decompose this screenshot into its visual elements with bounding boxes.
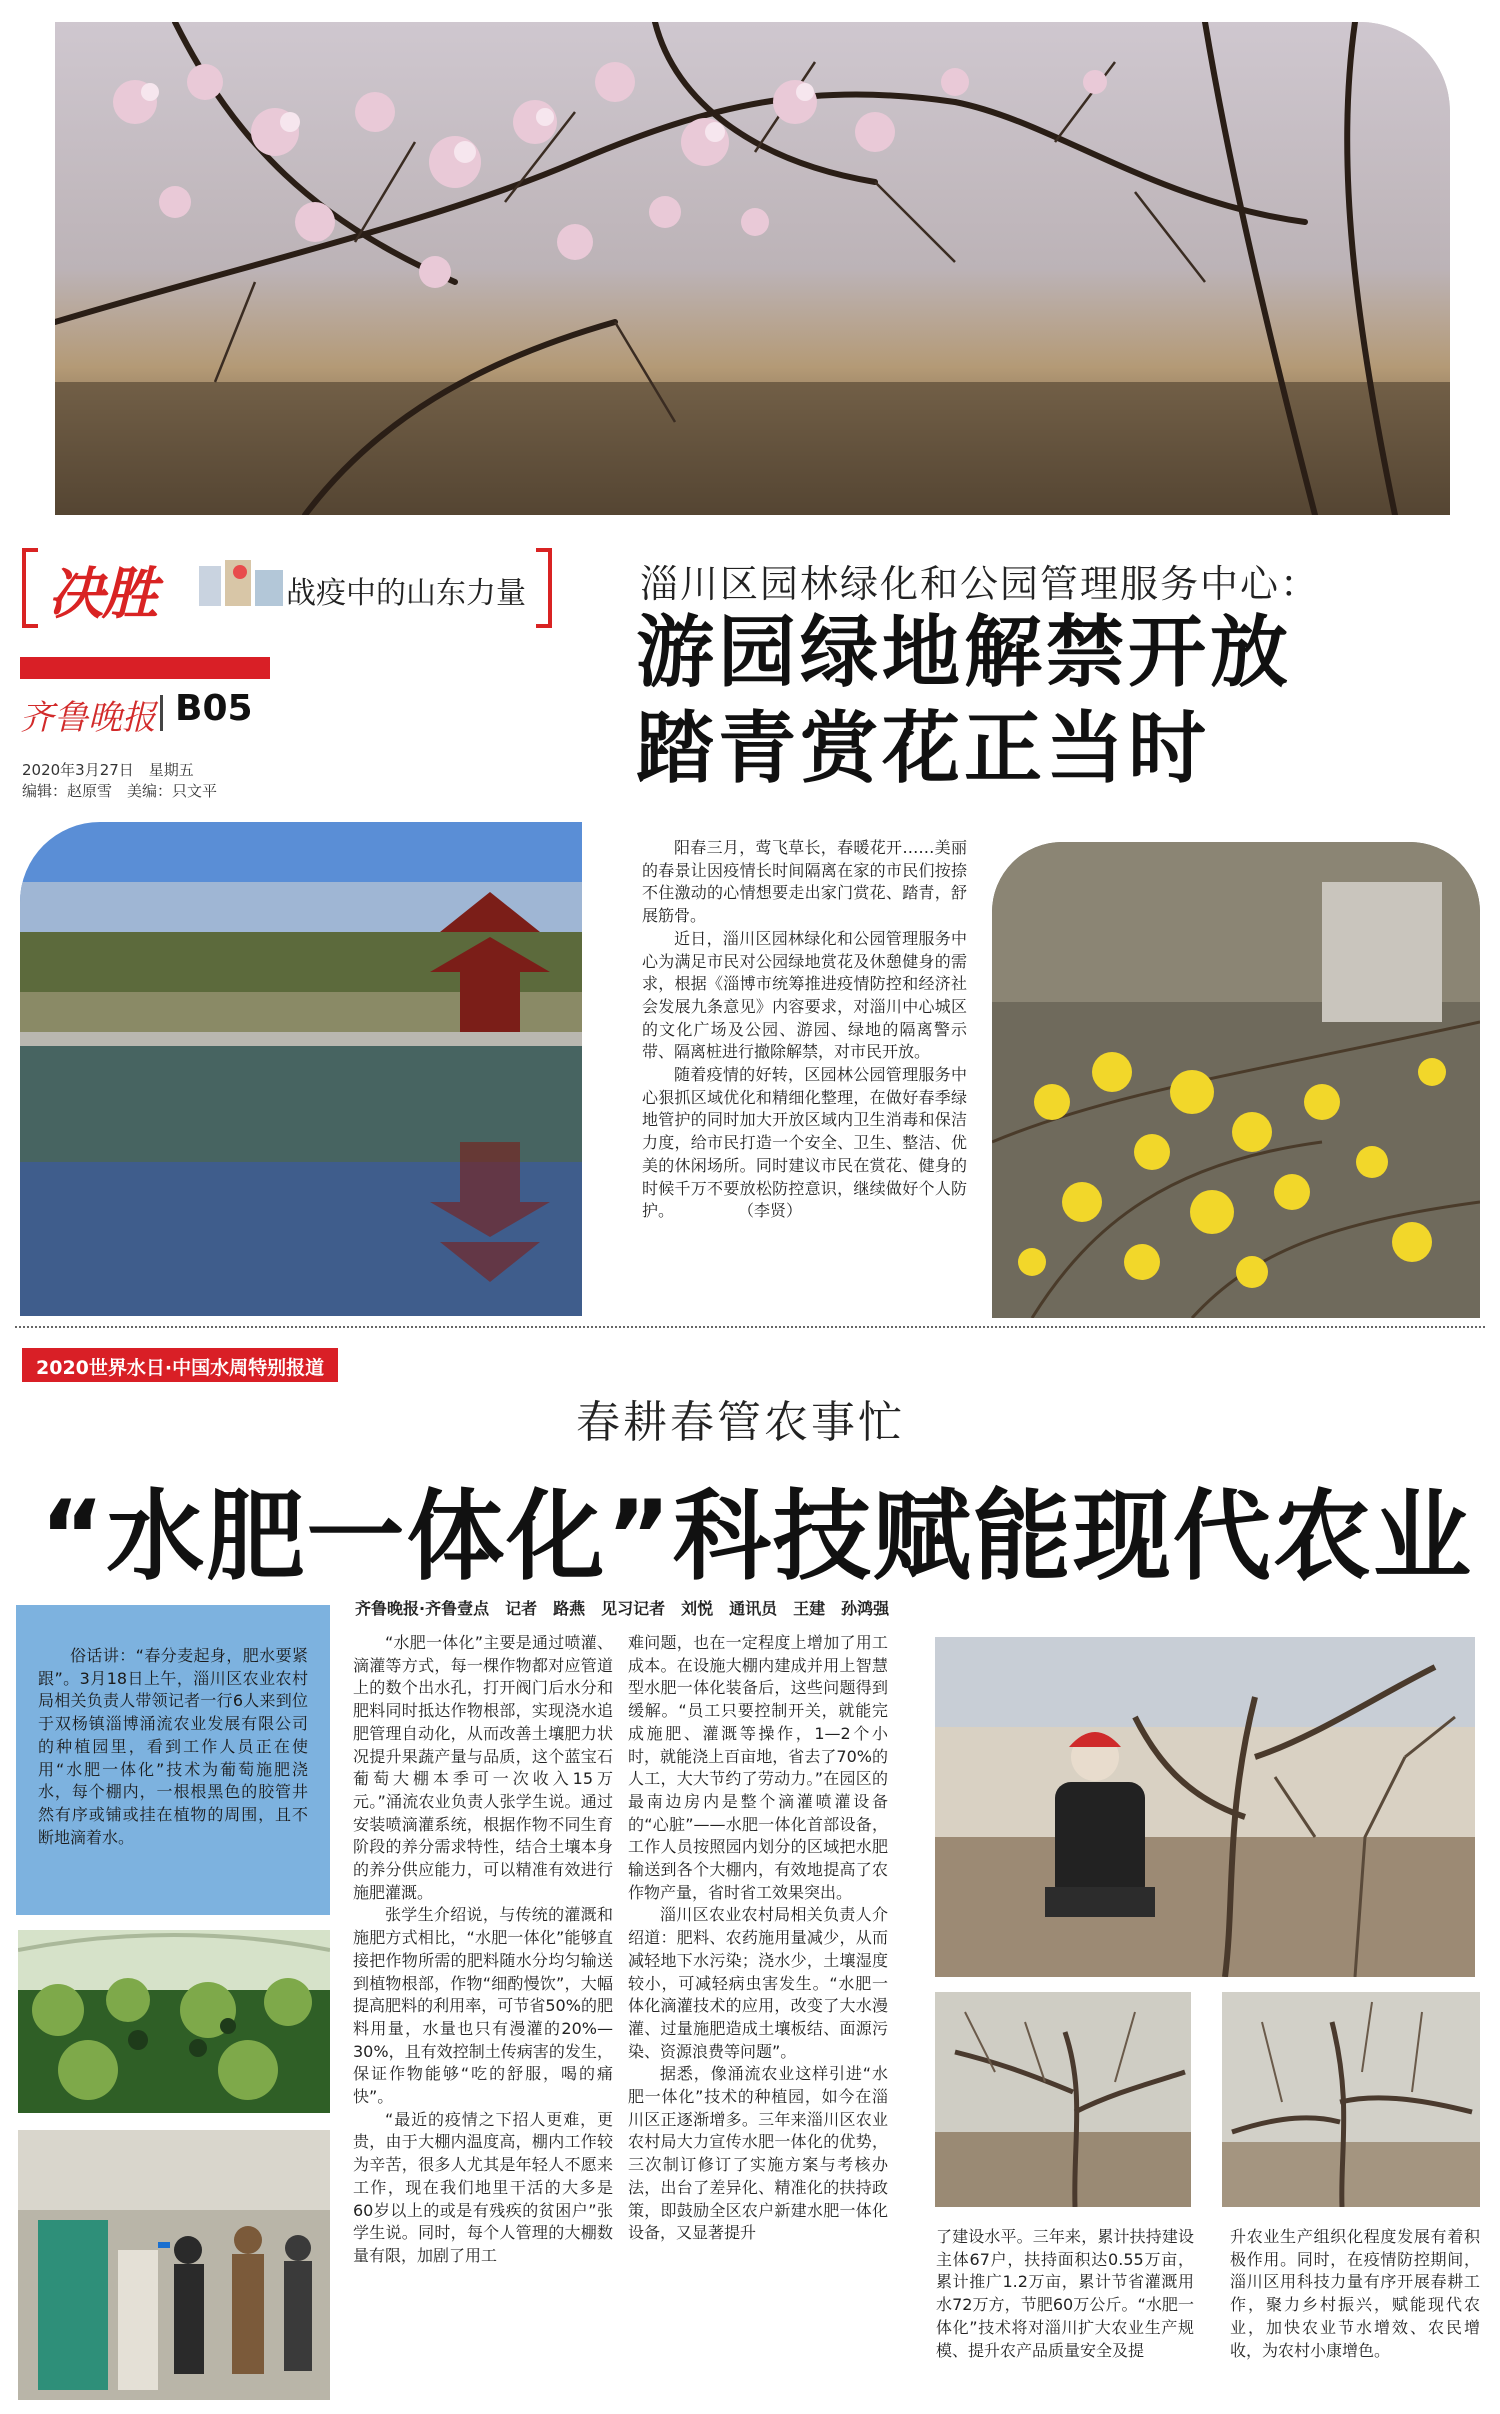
irrigation-station-photo — [18, 2130, 330, 2400]
article2-paragraph: 淄川区农业农村局相关负责人介绍道：肥料、农药施用量减少，从而减轻地下水污染；浇水少，土壤湿度较小，可减轻病虫害发生。“水肥一体化滴灌技术的应用，改变了大水漫灌、过量施肥造成土壤板结、面源污染、资源浪费等问题”。 — [628, 1905, 888, 2061]
orchard-tree-photo — [1222, 1992, 1480, 2207]
kicker-illustration-icon — [197, 556, 287, 616]
article2-deck: 春耕春管农事忙 — [576, 1397, 905, 1448]
masthead-red-bar — [20, 657, 270, 679]
kicker-left-bracket — [22, 548, 38, 628]
article2-column-4 — [936, 2226, 1194, 2362]
article2-column-2 — [353, 1632, 613, 2268]
article2-paragraph: 张学生介绍说，与传统的灌溉和施肥方式相比，“水肥一体化”能够直接把作物所需的肥料随水分均匀输送到植物根部，作物“细酌慢饮”，大幅提高肥料的利用率，可节省50%的肥料用量，水量也只有漫灌的20%—30%，且有效控制土传病害的发生，保证作物能够“吃的舒服，喝的痛快”。 — [353, 1905, 613, 2107]
article1-deck: 淄川区园林绿化和公园管理服务中心： — [640, 562, 1321, 606]
kicker-subtitle: 战疫中的山东力量 — [286, 576, 526, 611]
article2-paragraph: 升农业生产组织化程度发展有着积极作用。同时，在疫情防控期间，淄川区用科技力量有序开展春耕工作，聚力乡村振兴，赋能现代农业，加快农业节水增效、农民增收，为农村小康增色。 — [1230, 2227, 1480, 2360]
article1-headline-line1: 游园绿地解禁开放 — [636, 608, 1293, 698]
article2-paragraph: “最近的疫情之下招人更难，更贵，由于大棚内温度高，棚内工作较为辛苦，很多人尤其是年轻人不愿来工作，现在我们地里干活的大多是60岁以上的或是有残疾的贫困户”张学生说。同时，每个人管理的大棚数量有限，加剧了用工 — [353, 2109, 613, 2265]
pavilion-lake-photo — [20, 822, 582, 1316]
article1-paragraph: 随着疫情的好转，区园林公园管理服务中心狠抓区域优化和精细化整理，在做好春季绿地管护的同时加大开放区域内卫生消毒和保洁力度，给市民打造一个安全、卫生、整洁、优美的休闲场所。同时建议市民在赏花、健身的时候千万不要放松防控意识，继续做好个人防护。 （李贤） — [642, 1065, 967, 1221]
article1-headline — [636, 605, 1292, 797]
article1-headline-line2: 踏青赏花正当时 — [636, 704, 1211, 794]
farmer-photo — [935, 1637, 1475, 1977]
orchard-tree-photo — [935, 1992, 1191, 2207]
article2-intro-box — [16, 1605, 330, 1915]
article2-paragraph: 难问题，也在一定程度上增加了用工成本。在设施大棚内建成并用上智慧型水肥一体化装备后，这些问题得到缓解。“员工只要控制开关，就能完成施肥、灌溉等操作，1—2个小时，就能浇上百亩地，省去了70%的人工，大大节约了劳动力。”在园区的最南边房内是整个滴灌喷灌设备的“心脏”——水肥一体化首部设备，工作人员按照园内划分的区域把水肥输送到各个大棚内，有效地提高了农作物产量，省时省工效果突出。 — [628, 1633, 888, 1902]
kicker-right-bracket — [536, 548, 552, 628]
article2-paragraph: “水肥一体化”主要是通过喷灌、滴灌等方式，每一棵作物都对应管道上的数个出水孔，打开阀门后水分和肥料同时抵达作物根部，实现浇水追肥管理自动化，从而改善土壤肥力状况提升果蔬产量与品质，这个蓝宝石葡萄大棚本季可一次收入15万元。”涌流农业负责人张学生说。通过安装喷滴灌系统，根据作物不同生育阶段的养分需求特性，结合土壤本身的养分供应能力，可以精准有效进行施肥灌溉。 — [353, 1633, 613, 1902]
article2-paragraph: 据悉，像涌流农业这样引进“水肥一体化”技术的种植园，如今在淄川区正逐渐增多。三年来淄川区农业农村局大力宣传水肥一体化的优势，三次制订修订了实施方案与考核办法，出台了差异化、精准化的扶持政策，即鼓励全区农户新建水肥一体化设备，又显著提升 — [628, 2064, 888, 2243]
article1-paragraph: 阳春三月，莺飞草长，春暖花开……美丽的春景让因疫情长时间隔离在家的市民们按捺不住激动的心情想要走出家门赏花、踏青，舒展筋骨。 — [642, 838, 967, 926]
article2-headline: “水肥一体化”科技赋能现代农业 — [40, 1480, 1473, 1594]
kicker-brand: 决胜 — [48, 561, 156, 627]
section-separator — [15, 1326, 1485, 1328]
forsythia-photo — [992, 842, 1480, 1318]
article2-paragraph: 了建设水平。三年来，累计扶持建设主体67户，扶持面积达0.55万亩，累计推广1.2万亩，累计节省灌溉用水72万方，节肥60万公斤。“水肥一体化”技术将对淄川扩大农业生产规模、提升农产品质量安全及提 — [936, 2227, 1194, 2360]
hero-blossom-photo — [55, 22, 1450, 515]
article2-byline: 齐鲁晚报·齐鲁壹点 记者 路燕 见习记者 刘悦 通讯员 王建 孙鸿强 — [355, 1599, 890, 1618]
article1-body — [642, 837, 967, 1223]
article2-column-3 — [628, 1632, 888, 2245]
article2-intro: 俗话讲：“春分麦起身，肥水要紧跟”。3月18日上午，淄川区农业农村局相关负责人带领记者一行6人来到位于双杨镇淄博涌流农业发展有限公司的种植园里，看到工作人员正在使用“水肥一体化”技术为葡萄施肥浇水，每个棚内，一根根黑色的胶管井然有序或铺或挂在植物的周围，且不断地滴着水。 — [38, 1646, 308, 1847]
greenhouse-photo — [18, 1930, 330, 2113]
masthead-divider — [160, 695, 163, 731]
section-kicker — [22, 548, 552, 628]
article1-paragraph: 近日，淄川区园林绿化和公园管理服务中心为满足市民对公园绿地赏花及休憩健身的需求，根据《淄博市统筹推进疫情防控和经济社会发展九条意见》内容要求，对淄川中心城区的文化广场及公园、游园、绿地的隔离警示带、隔离桩进行撤除解禁，对市民开放。 — [642, 928, 967, 1062]
article2-column-5 — [1230, 2226, 1480, 2362]
special-report-tag: 2020世界水日·中国水周特别报道 — [22, 1348, 338, 1382]
issue-date: 2020年3月27日 星期五 — [22, 761, 194, 779]
page-number: B05 — [175, 688, 253, 729]
editor-credits: 编辑：赵原雪 美编：只文平 — [22, 782, 218, 800]
paper-name: 齐鲁晚报 — [20, 698, 156, 738]
dateline — [22, 760, 217, 802]
